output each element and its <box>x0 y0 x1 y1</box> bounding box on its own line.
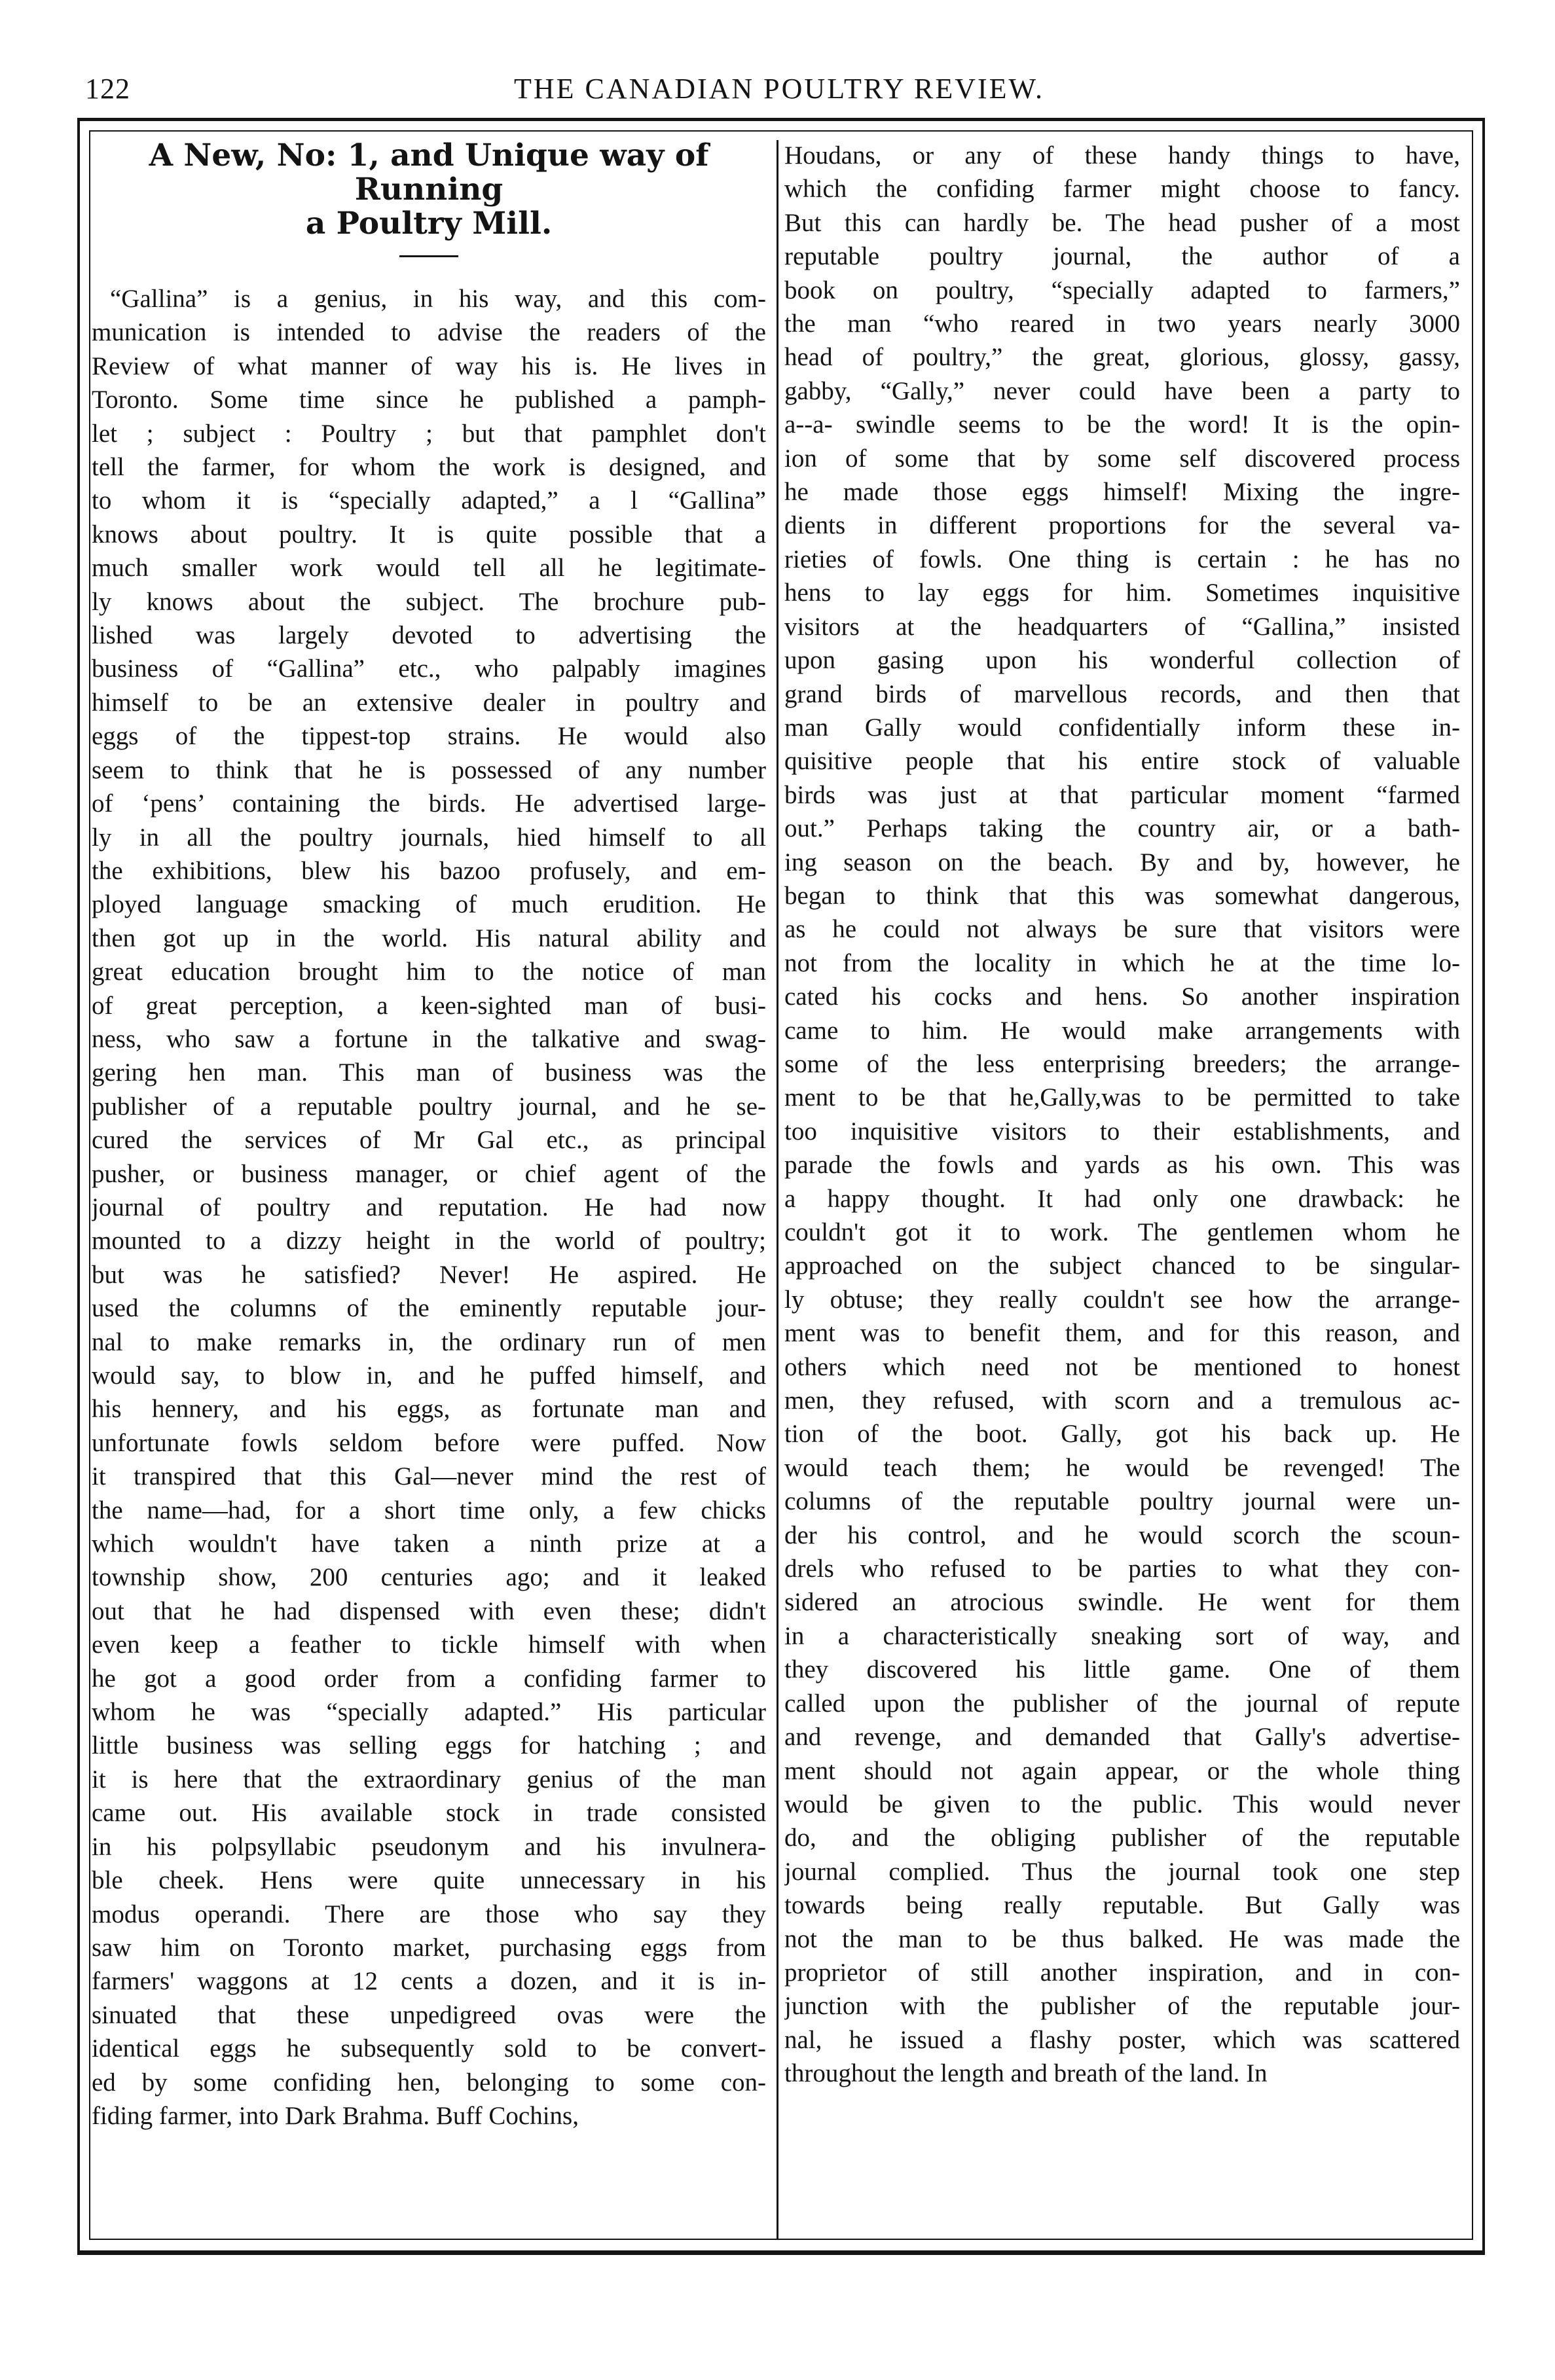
text-line: do, and the obliging publisher of the reputable <box>784 1824 1460 1852</box>
text-line: which wouldn't have taken a ninth prize at a <box>92 1530 766 1559</box>
text-line: himself to be an extensive dealer in poultry and <box>92 688 766 717</box>
headline-line: a Poultry Mill. <box>305 206 553 242</box>
text-line: too inquisitive visitors to their establishments, and <box>784 1117 1460 1145</box>
text-line: der his control, and he would scorch the scoun- <box>784 1521 1460 1549</box>
text-line: eggs of the tippest-top strains. He would also <box>92 722 766 751</box>
text-line: farmers' waggons at 12 cents a dozen, and it is in- <box>92 1967 766 1996</box>
right-column <box>784 139 1460 2091</box>
text-line: cated his cocks and hens. So another inspiration <box>784 983 1460 1011</box>
text-line: Houdans, or any of these handy things to have, <box>784 141 1460 170</box>
text-line: some of the less enterprising breeders; the arrange- <box>784 1049 1460 1078</box>
text-line: upon gasing upon his wonderful collection of <box>784 646 1460 675</box>
text-line: grand birds of marvellous records, and then that <box>784 679 1460 708</box>
text-line: out.” Perhaps taking the country air, or a bath- <box>784 814 1460 843</box>
text-line: others which need not be mentioned to honest <box>784 1352 1460 1381</box>
article-headline <box>92 139 766 241</box>
text-line: would be given to the public. This would never <box>784 1790 1460 1818</box>
text-line: ed by some confiding hen, belonging to some con- <box>92 2068 766 2097</box>
text-line: but was he satisfied? Never! He aspired. He <box>92 1260 766 1289</box>
text-line: rieties of fowls. One thing is certain : he has no <box>784 545 1460 573</box>
text-line: But this can hardly be. The head pusher of a most <box>784 208 1460 237</box>
text-line: let ; subject : Poultry ; but that pamphlet don't <box>92 419 766 448</box>
text-line: then got up in the world. His natural ability and <box>92 924 766 952</box>
text-line: Toronto. Some time since he published a pamph- <box>92 386 766 414</box>
text-line: ly obtuse; they really couldn't see how the arrange- <box>784 1285 1460 1314</box>
text-line: men, they refused, with scorn and a tremulous ac- <box>784 1386 1460 1415</box>
right-column-text <box>784 139 1460 2091</box>
text-line: in a characteristically sneaking sort of way, and <box>784 1621 1460 1650</box>
text-line: seem to think that he is possessed of any number <box>92 755 766 784</box>
text-line: great education brought him to the notice of man <box>92 958 766 986</box>
text-line: sidered an atrocious swindle. He went for them <box>784 1588 1460 1617</box>
text-line: tion of the boot. Gally, got his back up. He <box>784 1420 1460 1449</box>
text-line: mounted to a dizzy height in the world of poultry; <box>92 1227 766 1255</box>
text-line: cured the services of Mr Gal etc., as principal <box>92 1126 766 1155</box>
text-line: junction with the publisher of the reputable jour- <box>784 1992 1460 2021</box>
text-line: he made those eggs himself! Mixing the ingre- <box>784 478 1460 507</box>
text-line: township show, 200 centuries ago; and it leaked <box>92 1563 766 1592</box>
text-line: came to him. He would make arrangements with <box>784 1016 1460 1045</box>
text-line: of ‘pens’ containing the birds. He advertised large- <box>92 789 766 818</box>
text-line: quisitive people that his entire stock of valuable <box>784 747 1460 776</box>
text-line: couldn't got it to work. The gentlemen whom he <box>784 1218 1460 1246</box>
text-line: it is here that the extraordinary genius of the man <box>92 1765 766 1794</box>
text-line: nal to make remarks in, the ordinary run of men <box>92 1327 766 1356</box>
text-line: pusher, or business manager, or chief agent of the <box>92 1159 766 1188</box>
text-line: his hennery, and his eggs, as fortunate man and <box>92 1395 766 1424</box>
text-line: in his polpsyllabic pseudonym and his invulnera- <box>92 1832 766 1861</box>
text-line: journal complied. Thus the journal took one step <box>784 1857 1460 1886</box>
text-line: hens to lay eggs for him. Sometimes inquisitive <box>784 579 1460 607</box>
text-line: would say, to blow in, and he puffed himself, and <box>92 1361 766 1390</box>
text-line: ble cheek. Hens were quite unnecessary in his <box>92 1866 766 1895</box>
text-line: they discovered his little game. One of them <box>784 1655 1460 1684</box>
text-line: not the man to be thus balked. He was made the <box>784 1924 1460 1953</box>
text-line: gering hen man. This man of business was the <box>92 1058 766 1087</box>
text-line: throughout the length and breath of the land. In <box>784 2059 1268 2088</box>
text-line: it transpired that this Gal—never mind the rest of <box>92 1462 766 1491</box>
text-line: which the confiding farmer might choose to fancy. <box>784 175 1460 204</box>
text-line: he got a good order from a confiding farmer to <box>92 1664 766 1693</box>
text-line: columns of the reputable poultry journal were un- <box>784 1487 1460 1516</box>
headline-line: A New, No: 1, and Unique way of Running <box>149 137 709 207</box>
text-line: ly knows about the subject. The brochure pub- <box>92 587 766 616</box>
text-line: the exhibitions, blew his bazoo profusely, and em- <box>92 856 766 885</box>
text-line: publisher of a reputable poultry journal, and he se- <box>92 1092 766 1121</box>
text-line: called upon the publisher of the journal of repute <box>784 1689 1460 1718</box>
text-line: book on poultry, “specially adapted to farmers,” <box>784 276 1460 304</box>
text-line: ment should not again appear, or the whole thing <box>784 1756 1460 1785</box>
text-line: modus operandi. There are those who say they <box>92 1900 766 1928</box>
text-line: visitors at the headquarters of “Gallina,” insisted <box>784 612 1460 641</box>
text-line: ing season on the beach. By and by, however, he <box>784 848 1460 876</box>
text-line: sinuated that these unpedigreed ovas were the <box>92 2000 766 2029</box>
text-line: business of “Gallina” etc., who palpably imagines <box>92 655 766 683</box>
journal-title: THE CANADIAN POULTRY REVIEW. <box>514 73 1044 105</box>
text-line: used the columns of the eminently reputable jour- <box>92 1294 766 1323</box>
text-line: would teach them; he would be revenged! The <box>784 1453 1460 1482</box>
text-line: as he could not always be sure that visitors were <box>784 915 1460 944</box>
text-line: identical eggs he subsequently sold to be convert- <box>92 2034 766 2063</box>
text-line: head of poultry,” the great, glorious, glossy, gassy, <box>784 343 1460 372</box>
text-line: proprietor of still another inspiration, and in con- <box>784 1958 1460 1987</box>
text-line: munication is intended to advise the readers of the <box>92 318 766 347</box>
text-line: a--a- swindle seems to be the word! It is the opin- <box>784 410 1460 439</box>
text-line: ment to be that he,Gally,was to be permitted to take <box>784 1083 1460 1112</box>
text-line: whom he was “specially adapted.” His particular <box>92 1698 766 1727</box>
text-line: unfortunate fowls seldom before were puffed. Now <box>92 1428 766 1457</box>
text-line: ployed language smacking of much erudition. He <box>92 890 766 919</box>
text-line: lished was largely devoted to advertising the <box>92 621 766 650</box>
text-line: approached on the subject chanced to be singular- <box>784 1252 1460 1280</box>
page-number: 122 <box>85 73 130 105</box>
text-line: man Gally would confidentially inform these in- <box>784 713 1460 742</box>
text-line: fiding farmer, into Dark Brahma. Buff Cochins, <box>92 2101 579 2130</box>
left-column <box>92 139 766 2133</box>
text-line: even keep a feather to tickle himself with when <box>92 1631 766 1659</box>
headline-rule <box>399 255 458 257</box>
text-line: ment was to benefit them, and for this reason, and <box>784 1319 1460 1348</box>
column-divider <box>777 140 778 2239</box>
text-line: ion of some that by some self discovered process <box>784 444 1460 473</box>
text-line: little business was selling eggs for hatching ; and <box>92 1731 766 1760</box>
text-line: towards being really reputable. But Gally was <box>784 1891 1460 1920</box>
text-line: reputable poultry journal, the author of a <box>784 242 1460 271</box>
text-line: and revenge, and demanded that Gally's advertise- <box>784 1723 1460 1752</box>
text-line: the man “who reared in two years nearly 3000 <box>784 310 1460 338</box>
text-line: ly in all the poultry journals, hied himself to all <box>92 823 766 852</box>
text-line: much smaller work would tell all he legitimate- <box>92 554 766 583</box>
text-line: ness, who saw a fortune in the talkative and swag- <box>92 1024 766 1053</box>
text-line: tell the farmer, for whom the work is designed, and <box>92 453 766 482</box>
text-line: gabby, “Gally,” never could have been a party to <box>784 376 1460 405</box>
text-line: a happy thought. It had only one drawback: he <box>784 1184 1460 1213</box>
text-line: dients in different proportions for the several va- <box>784 511 1460 540</box>
text-line: came out. His available stock in trade consisted <box>92 1799 766 1828</box>
text-line: began to think that this was somewhat dangerous, <box>784 881 1460 910</box>
text-line: birds was just at that particular moment “farmed <box>784 780 1460 809</box>
text-line: “Gallina” is a genius, in his way, and this com- <box>110 285 766 313</box>
text-line: not from the locality in which he at the time lo- <box>784 948 1460 977</box>
text-line: to whom it is “specially adapted,” a l “Gallina” <box>92 486 766 515</box>
text-line: drels who refused to be parties to what they con- <box>784 1555 1460 1583</box>
left-column-text <box>92 282 766 2133</box>
text-line: out that he had dispensed with even these; didn't <box>92 1596 766 1625</box>
text-line: parade the fowls and yards as his own. This was <box>784 1151 1460 1180</box>
text-line: of great perception, a keen-sighted man of busi- <box>92 991 766 1020</box>
text-line: nal, he issued a flashy poster, which was scattered <box>784 2025 1460 2054</box>
text-line: Review of what manner of way his is. He lives in <box>92 352 766 380</box>
text-line: saw him on Toronto market, purchasing eggs from <box>92 1933 766 1962</box>
text-line: the name—had, for a short time only, a few chicks <box>92 1496 766 1524</box>
text-line: knows about poultry. It is quite possible that a <box>92 520 766 549</box>
text-line: journal of poultry and reputation. He had now <box>92 1193 766 1221</box>
